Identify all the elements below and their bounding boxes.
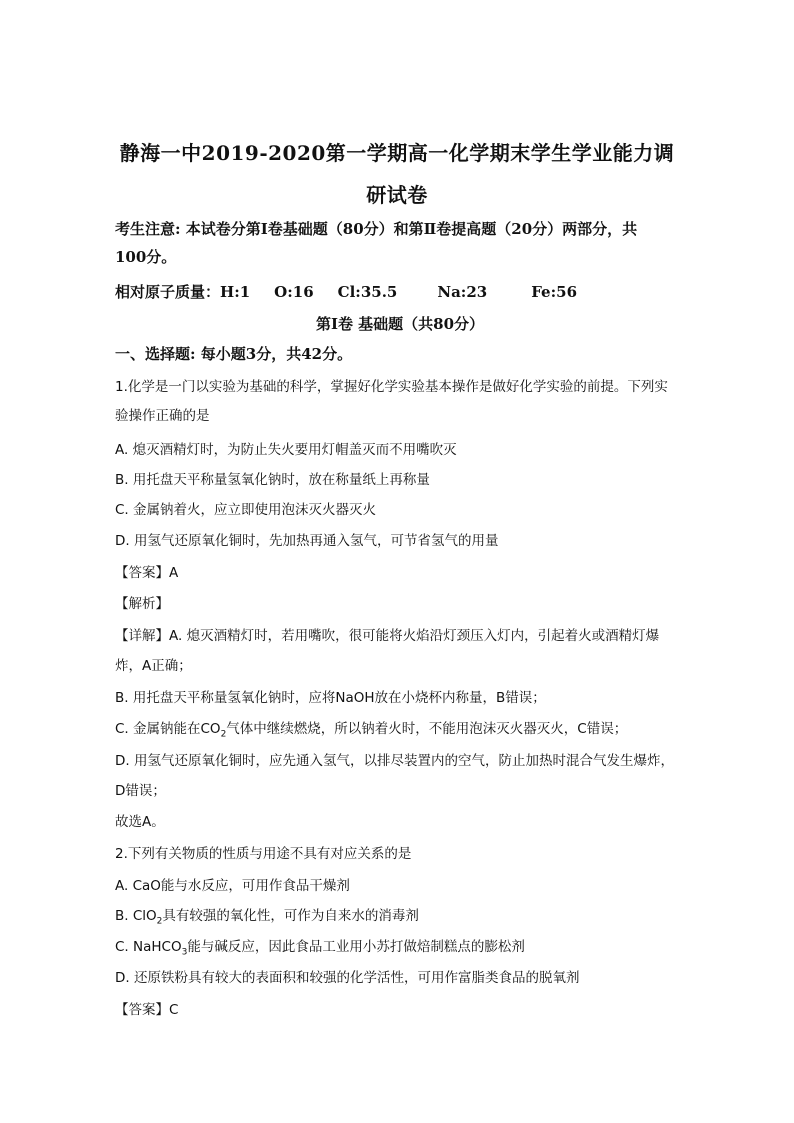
mass-na: Na:23	[437, 283, 488, 301]
mass-cl: Cl:35.5	[337, 283, 398, 301]
q1-detail-a-line2: 炸，A正确；	[115, 658, 192, 674]
q1-detail-c: C. 金属钠能在$CO_2$气体中继续燃烧，所以钠着火时，不能用泡沫灭火器灭火，C错误；	[115, 721, 628, 740]
q2-stem: 2.下列有关物质的性质与用途不具有对应关系的是	[115, 846, 412, 862]
q1-stem-line2: 验操作正确的是	[115, 408, 210, 424]
q2-option-d: D. 还原铁粉具有较大的表面积和较强的化学活性，可用作富脂类食品的脱氧剂	[115, 970, 580, 986]
q1-answer-value: A	[169, 565, 179, 581]
atomic-masses-label: 相对原子质量：	[115, 283, 221, 301]
q1-detail-label: 【详解】	[115, 628, 169, 644]
q2-answer-value: C	[169, 1002, 179, 1018]
q2-option-b: B. ClO$_2$具有较强的氧化性，可作为自来水的消毒剂	[115, 908, 419, 927]
mass-fe: Fe:56	[531, 283, 578, 301]
part-title: 一、选择题: 每小题3分，共42分。	[115, 345, 353, 363]
q1-answer	[115, 561, 685, 581]
exam-title-line1: 静海一中2019-2020第一学期高一化学期末学生学业能力调	[119, 141, 675, 165]
notice-line2: 100分。	[115, 248, 177, 266]
q2-option-a: A. CaO能与水反应，可用作食品干燥剂	[115, 878, 350, 894]
q2-option-c: C. NaHCO$_3$能与碱反应，因此食品工业用小苏打做焙制糕点的膨松剂	[115, 939, 525, 958]
mass-h: H:1	[220, 283, 251, 301]
q1-detail-d-line1: D. 用氢气还原氧化铜时，应先通入氢气，以排尽装置内的空气，防止加热时混合气发生爆炸，	[115, 753, 674, 769]
q1-detail-a-text: A. 熄灭酒精灯时，若用嘴吹，很可能将火焰沿灯颈压入灯内，引起着火或酒精灯爆	[169, 628, 660, 644]
q1-conclusion: 故选A。	[115, 814, 165, 830]
q1-answer-label: 【答案】	[115, 565, 169, 581]
notice-line1: 考生注意: 本试卷分第Ⅰ卷基础题（80分）和第Ⅱ卷提高题（20分）两部分，共	[115, 220, 638, 238]
q1-option-c: C. 金属钠着火，应立即使用泡沫灭火器灭火	[115, 502, 377, 518]
atomic-masses	[115, 281, 685, 302]
q1-detail-b: B. 用托盘天平称量氢氧化钠时，应将NaOH放在小烧杯内称量，B错误；	[115, 690, 546, 706]
q1-stem-line1: 1.化学是一门以实验为基础的科学，掌握好化学实验基本操作是做好化学实验的前提。下列实	[115, 379, 668, 395]
exam-title-line2: 研试卷	[366, 183, 428, 207]
q2-answer-label: 【答案】	[115, 1002, 169, 1018]
mass-o: O:16	[274, 283, 314, 301]
section-title: 第Ⅰ卷 基础题（共80分）	[315, 315, 485, 333]
q1-option-b: B. 用托盘天平称量氢氧化钠时，放在称量纸上再称量	[115, 472, 430, 488]
q1-detail-d-line2: D错误；	[115, 783, 166, 799]
q1-detail-a-line1	[115, 624, 685, 644]
q1-option-a: A. 熄灭酒精灯时，为防止失火要用灯帽盖灭而不用嘴吹灭	[115, 442, 457, 458]
q2-answer	[115, 998, 685, 1018]
q1-option-d: D. 用氢气还原氧化铜时，先加热再通入氢气，可节省氢气的用量	[115, 533, 499, 549]
q1-analysis-label: 【解析】	[115, 596, 169, 612]
